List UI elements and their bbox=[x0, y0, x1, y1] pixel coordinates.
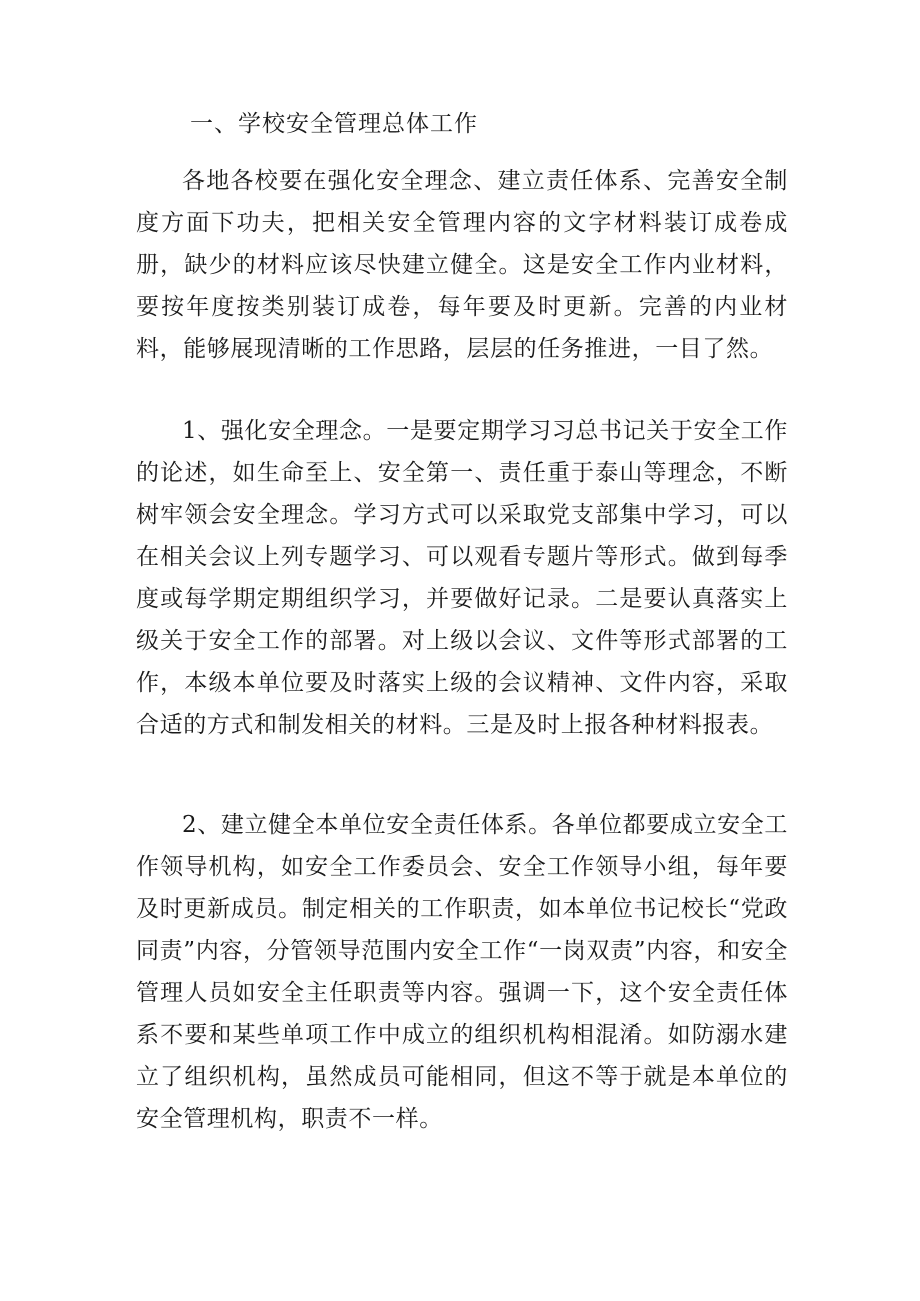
section-heading: 一、学校安全管理总体工作 bbox=[190, 111, 478, 137]
paragraph-intro: 各地各校要在强化安全理念、建立责任体系、完善安全制度方面下功夫，把相关安全管理内容的文字材料装订成卷成册，缺少的材料应该尽快建立健全。这是安全工作内业材料，要按年度按类别装订成卷，每年要及时更新。完善的内业材料，能够展现清晰的工作思路，层层的任务推进，一目了然。 bbox=[136, 168, 788, 362]
paragraph-safety-concept: 1、强化安全理念。一是要定期学习习总书记关于安全工作的论述，如生命至上、安全第一、责任重于泰山等理念，不断树牢领会安全理念。学习方式可以采取党支部集中学习，可以在相关会议上列专题学习、可以观看专题片等形式。做到每季度或每学期定期组织学习，并要做好记录。二是要认真落实上级关于安全工作的部署。对上级以会议、文件等形式部署的工作，本级本单位要及时落实上级的会议精神、文件内容，采取合适的方式和制发相关的材料。三是及时上报各种材料报表。 bbox=[136, 418, 788, 738]
paragraph-responsibility-system: 2、建立健全本单位安全责任体系。各单位都要成立安全工作领导机构，如安全工作委员会、安全工作领导小组，每年要及时更新成员。制定相关的工作职责，如本单位书记校长“党政同责”内容，分管领导范围内安全工作“一岗双责”内容，和安全管理人员如安全主任职责等内容。强调一下，这个安全责任体系不要和某些单项工作中成立的组织机构相混淆。如防溺水建立了组织机构，虽然成员可能相同，但这不等于就是本单位的安全管理机构，职责不一样。 bbox=[136, 812, 788, 1132]
